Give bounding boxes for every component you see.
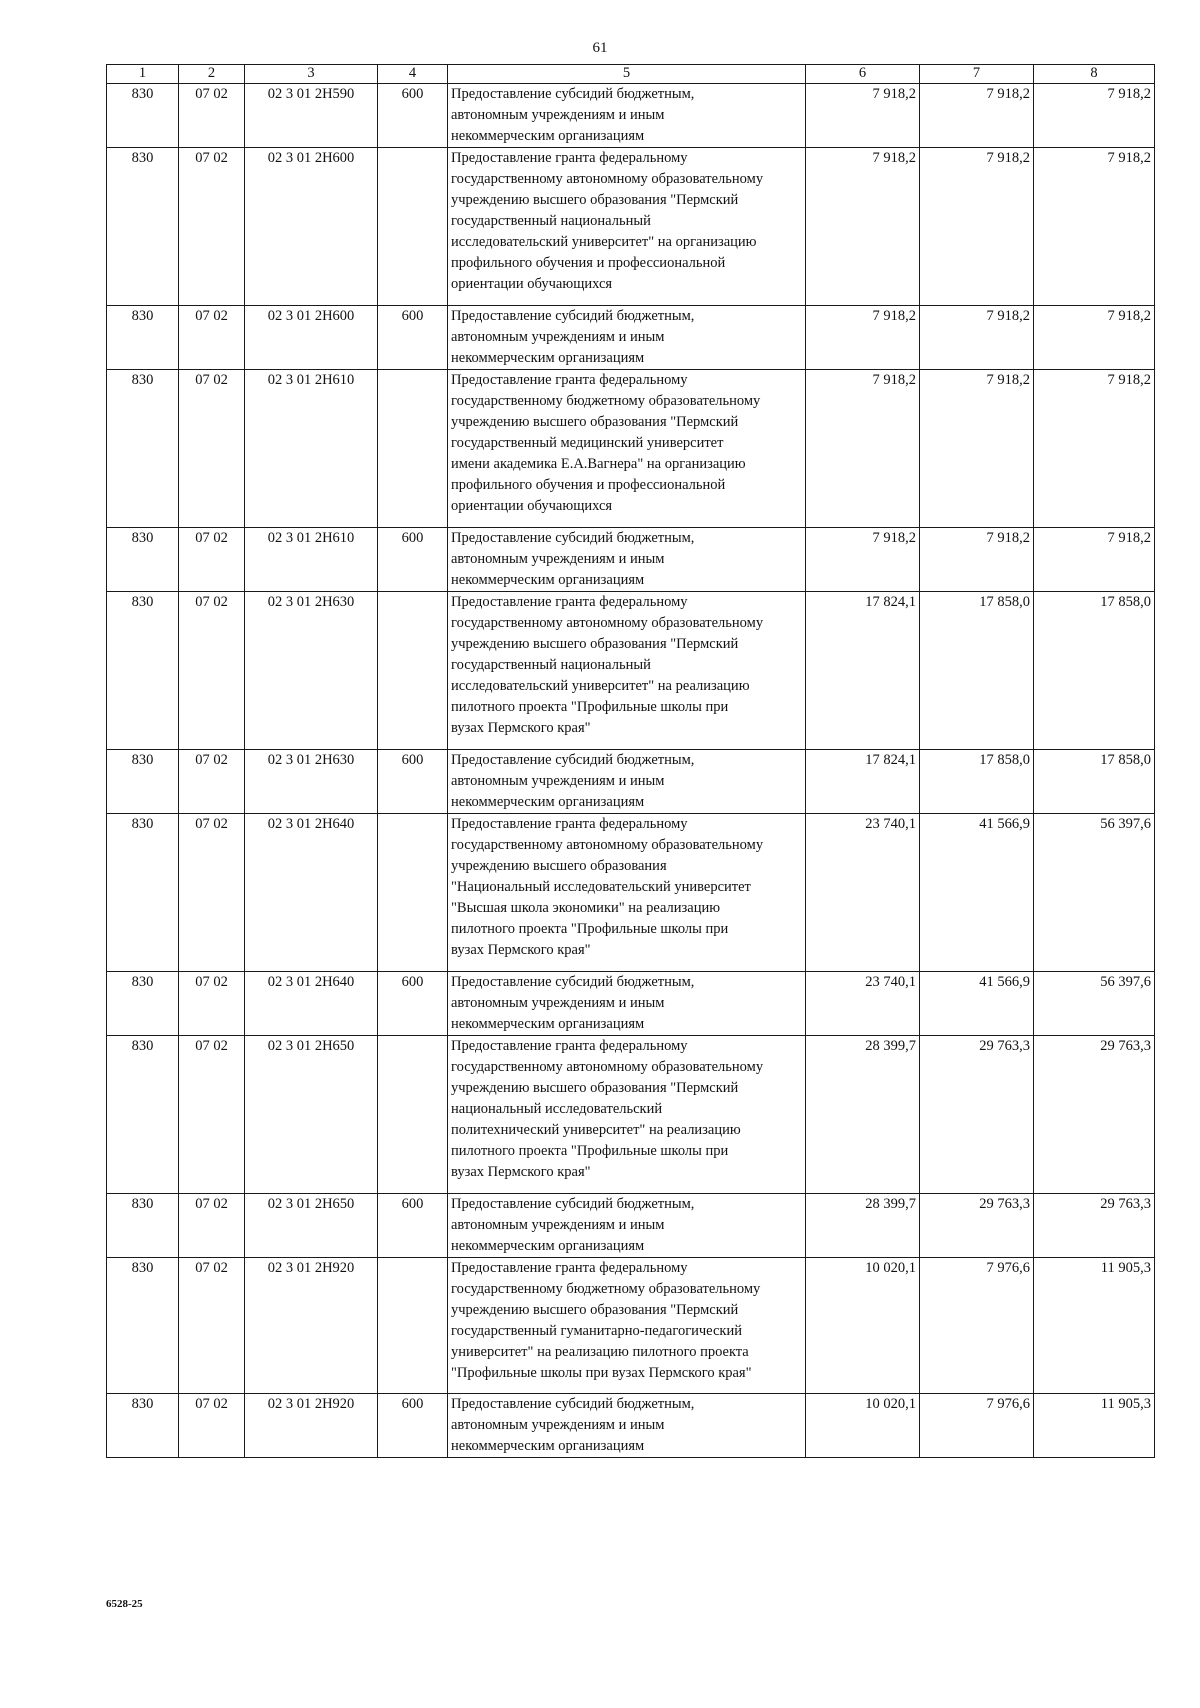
amount-cell-8: 17 858,0	[1034, 592, 1155, 750]
description-line: профильного обучения и профессиональной	[451, 255, 726, 271]
section-code-cell: 07 02	[179, 1394, 245, 1458]
expense-type-cell: 600	[378, 750, 448, 814]
description-line: Предоставление субсидий бюджетным,	[451, 974, 695, 990]
target-article-cell: 02 3 01 2Н610	[245, 528, 378, 592]
department-code-cell: 830	[107, 370, 179, 528]
amount-cell-8: 7 918,2	[1034, 306, 1155, 370]
amount-cell-6: 7 918,2	[806, 84, 920, 148]
column-header: 5	[448, 65, 806, 84]
description-line: "Национальный исследовательский университет	[451, 879, 751, 895]
amount-cell-8: 11 905,3	[1034, 1394, 1155, 1458]
description-line: Предоставление гранта федеральному	[451, 816, 688, 832]
section-code-cell: 07 02	[179, 528, 245, 592]
target-article-cell: 02 3 01 2Н920	[245, 1258, 378, 1394]
description-cell	[448, 592, 806, 750]
description-line: некоммерческим организациям	[451, 794, 645, 810]
description-line: автономным учреждениям и иным	[451, 995, 665, 1011]
description-line: государственный национальный	[451, 657, 651, 673]
expense-type-cell: 600	[378, 972, 448, 1036]
table-row	[107, 1036, 1155, 1194]
amount-cell-6: 17 824,1	[806, 592, 920, 750]
description-cell	[448, 1394, 806, 1458]
section-code-cell: 07 02	[179, 370, 245, 528]
description-cell	[448, 1194, 806, 1258]
amount-cell-8: 17 858,0	[1034, 750, 1155, 814]
description-line: некоммерческим организациям	[451, 1016, 645, 1032]
table-row	[107, 528, 1155, 592]
amount-cell-7: 41 566,9	[920, 814, 1034, 972]
description-cell	[448, 370, 806, 528]
target-article-cell: 02 3 01 2Н650	[245, 1036, 378, 1194]
amount-cell-7: 7 918,2	[920, 84, 1034, 148]
department-code-cell: 830	[107, 528, 179, 592]
description-line: вузах Пермского края"	[451, 1164, 591, 1180]
amount-cell-8: 7 918,2	[1034, 528, 1155, 592]
description-cell	[448, 750, 806, 814]
description-line: автономным учреждениям и иным	[451, 107, 665, 123]
description-line: некоммерческим организациям	[451, 1238, 645, 1254]
expense-type-cell: 600	[378, 306, 448, 370]
expense-type-cell	[378, 814, 448, 972]
description-line: учреждению высшего образования	[451, 858, 667, 874]
description-line: государственному бюджетному образовательному	[451, 393, 761, 409]
amount-cell-6: 7 918,2	[806, 370, 920, 528]
section-code-cell: 07 02	[179, 592, 245, 750]
description-line: автономным учреждениям и иным	[451, 773, 665, 789]
description-line: исследовательский университет" на реализацию	[451, 678, 750, 694]
section-code-cell: 07 02	[179, 306, 245, 370]
expense-type-cell	[378, 370, 448, 528]
table-body	[107, 84, 1155, 1458]
section-code-cell: 07 02	[179, 84, 245, 148]
column-header: 1	[107, 65, 179, 84]
department-code-cell: 830	[107, 972, 179, 1036]
table-row	[107, 592, 1155, 750]
amount-cell-7: 7 918,2	[920, 370, 1034, 528]
table-row	[107, 1394, 1155, 1458]
target-article-cell: 02 3 01 2Н920	[245, 1394, 378, 1458]
department-code-cell: 830	[107, 750, 179, 814]
description-line: университет" на реализацию пилотного проекта	[451, 1344, 749, 1360]
section-code-cell: 07 02	[179, 972, 245, 1036]
amount-cell-6: 17 824,1	[806, 750, 920, 814]
amount-cell-7: 17 858,0	[920, 750, 1034, 814]
expense-type-cell	[378, 592, 448, 750]
expense-type-cell	[378, 1258, 448, 1394]
target-article-cell: 02 3 01 2Н610	[245, 370, 378, 528]
description-line: некоммерческим организациям	[451, 350, 645, 366]
description-line: Предоставление субсидий бюджетным,	[451, 1396, 695, 1412]
target-article-cell: 02 3 01 2Н630	[245, 592, 378, 750]
description-line: государственный медицинский университет	[451, 435, 724, 451]
description-line: государственный национальный	[451, 213, 651, 229]
expense-type-cell: 600	[378, 1394, 448, 1458]
description-line: Предоставление субсидий бюджетным,	[451, 530, 695, 546]
budget-table	[106, 64, 1155, 1458]
target-article-cell: 02 3 01 2Н640	[245, 814, 378, 972]
description-line: ориентации обучающихся	[451, 498, 613, 514]
page-number: 61	[592, 40, 608, 56]
description-line: политехнический университет" на реализацию	[451, 1122, 741, 1138]
description-line: учреждению высшего образования "Пермский	[451, 1302, 739, 1318]
description-line: имени академика Е.А.Вагнера" на организацию	[451, 456, 746, 472]
description-line: учреждению высшего образования "Пермский	[451, 1080, 739, 1096]
description-line: учреждению высшего образования "Пермский	[451, 414, 739, 430]
section-code-cell: 07 02	[179, 148, 245, 306]
expense-type-cell: 600	[378, 528, 448, 592]
target-article-cell: 02 3 01 2Н600	[245, 148, 378, 306]
description-line: пилотного проекта "Профильные школы при	[451, 1143, 729, 1159]
expense-type-cell: 600	[378, 1194, 448, 1258]
table-row	[107, 84, 1155, 148]
amount-cell-6: 10 020,1	[806, 1258, 920, 1394]
description-cell	[448, 972, 806, 1036]
description-cell	[448, 148, 806, 306]
table-row	[107, 306, 1155, 370]
section-code-cell: 07 02	[179, 750, 245, 814]
column-header: 4	[378, 65, 448, 84]
description-line: "Профильные школы при вузах Пермского края"	[451, 1365, 752, 1381]
amount-cell-7: 7 918,2	[920, 528, 1034, 592]
department-code-cell: 830	[107, 306, 179, 370]
amount-cell-7: 7 918,2	[920, 148, 1034, 306]
description-line: вузах Пермского края"	[451, 942, 591, 958]
description-line: государственный гуманитарно-педагогический	[451, 1323, 742, 1339]
amount-cell-7: 29 763,3	[920, 1036, 1034, 1194]
department-code-cell: 830	[107, 148, 179, 306]
amount-cell-8: 56 397,6	[1034, 814, 1155, 972]
description-cell	[448, 306, 806, 370]
amount-cell-6: 7 918,2	[806, 528, 920, 592]
description-line: Предоставление гранта федеральному	[451, 1260, 688, 1276]
section-code-cell: 07 02	[179, 1258, 245, 1394]
description-cell	[448, 1258, 806, 1394]
department-code-cell: 830	[107, 84, 179, 148]
amount-cell-8: 7 918,2	[1034, 84, 1155, 148]
column-header: 8	[1034, 65, 1155, 84]
target-article-cell: 02 3 01 2Н630	[245, 750, 378, 814]
table-row	[107, 750, 1155, 814]
amount-cell-6: 7 918,2	[806, 148, 920, 306]
amount-cell-7: 29 763,3	[920, 1194, 1034, 1258]
description-line: Предоставление субсидий бюджетным,	[451, 1196, 695, 1212]
document-code: 6528-25	[106, 1598, 143, 1610]
description-line: профильного обучения и профессиональной	[451, 477, 726, 493]
column-header: 2	[179, 65, 245, 84]
description-line: вузах Пермского края"	[451, 720, 591, 736]
table-row	[107, 370, 1155, 528]
table-row	[107, 1258, 1155, 1394]
description-cell	[448, 1036, 806, 1194]
amount-cell-7: 7 976,6	[920, 1394, 1034, 1458]
description-cell	[448, 84, 806, 148]
description-line: автономным учреждениям и иным	[451, 1417, 665, 1433]
section-code-cell: 07 02	[179, 1194, 245, 1258]
amount-cell-7: 17 858,0	[920, 592, 1034, 750]
amount-cell-6: 23 740,1	[806, 814, 920, 972]
description-line: автономным учреждениям и иным	[451, 551, 665, 567]
description-line: пилотного проекта "Профильные школы при	[451, 699, 729, 715]
expense-type-cell	[378, 148, 448, 306]
description-line: государственному автономному образовательному	[451, 1059, 764, 1075]
department-code-cell: 830	[107, 1194, 179, 1258]
table-row	[107, 1194, 1155, 1258]
description-line: "Высшая школа экономики" на реализацию	[451, 900, 721, 916]
description-line: национальный исследовательский	[451, 1101, 663, 1117]
description-line: Предоставление субсидий бюджетным,	[451, 86, 695, 102]
description-line: Предоставление гранта федеральному	[451, 372, 688, 388]
target-article-cell: 02 3 01 2Н640	[245, 972, 378, 1036]
amount-cell-8: 7 918,2	[1034, 148, 1155, 306]
description-line: учреждению высшего образования "Пермский	[451, 192, 739, 208]
description-line: пилотного проекта "Профильные школы при	[451, 921, 729, 937]
description-cell	[448, 814, 806, 972]
description-line: ориентации обучающихся	[451, 276, 613, 292]
department-code-cell: 830	[107, 814, 179, 972]
amount-cell-7: 7 918,2	[920, 306, 1034, 370]
section-code-cell: 07 02	[179, 1036, 245, 1194]
description-line: государственному автономному образовательному	[451, 837, 764, 853]
description-line: Предоставление гранта федеральному	[451, 150, 688, 166]
amount-cell-6: 28 399,7	[806, 1036, 920, 1194]
amount-cell-8: 29 763,3	[1034, 1194, 1155, 1258]
target-article-cell: 02 3 01 2Н600	[245, 306, 378, 370]
target-article-cell: 02 3 01 2Н650	[245, 1194, 378, 1258]
amount-cell-6: 23 740,1	[806, 972, 920, 1036]
department-code-cell: 830	[107, 592, 179, 750]
amount-cell-6: 10 020,1	[806, 1394, 920, 1458]
table-row	[107, 148, 1155, 306]
department-code-cell: 830	[107, 1394, 179, 1458]
column-header: 6	[806, 65, 920, 84]
table-row	[107, 972, 1155, 1036]
description-line: государственному автономному образовательному	[451, 615, 764, 631]
amount-cell-7: 7 976,6	[920, 1258, 1034, 1394]
description-line: государственному бюджетному образовательному	[451, 1281, 761, 1297]
description-cell	[448, 528, 806, 592]
amount-cell-8: 56 397,6	[1034, 972, 1155, 1036]
description-line: автономным учреждениям и иным	[451, 1217, 665, 1233]
description-line: Предоставление гранта федеральному	[451, 1038, 688, 1054]
amount-cell-7: 41 566,9	[920, 972, 1034, 1036]
amount-cell-8: 7 918,2	[1034, 370, 1155, 528]
amount-cell-6: 7 918,2	[806, 306, 920, 370]
description-line: некоммерческим организациям	[451, 572, 645, 588]
table-row	[107, 814, 1155, 972]
description-line: учреждению высшего образования "Пермский	[451, 636, 739, 652]
column-header: 3	[245, 65, 378, 84]
column-number-row	[107, 65, 1155, 84]
department-code-cell: 830	[107, 1036, 179, 1194]
description-line: государственному автономному образовательному	[451, 171, 764, 187]
description-line: Предоставление гранта федеральному	[451, 594, 688, 610]
amount-cell-6: 28 399,7	[806, 1194, 920, 1258]
amount-cell-8: 29 763,3	[1034, 1036, 1155, 1194]
description-line: Предоставление субсидий бюджетным,	[451, 308, 695, 324]
section-code-cell: 07 02	[179, 814, 245, 972]
description-line: автономным учреждениям и иным	[451, 329, 665, 345]
description-line: Предоставление субсидий бюджетным,	[451, 752, 695, 768]
description-line: исследовательский университет" на организацию	[451, 234, 757, 250]
department-code-cell: 830	[107, 1258, 179, 1394]
amount-cell-8: 11 905,3	[1034, 1258, 1155, 1394]
column-header: 7	[920, 65, 1034, 84]
description-line: некоммерческим организациям	[451, 128, 645, 144]
expense-type-cell	[378, 1036, 448, 1194]
description-line: некоммерческим организациям	[451, 1438, 645, 1454]
target-article-cell: 02 3 01 2Н590	[245, 84, 378, 148]
expense-type-cell: 600	[378, 84, 448, 148]
